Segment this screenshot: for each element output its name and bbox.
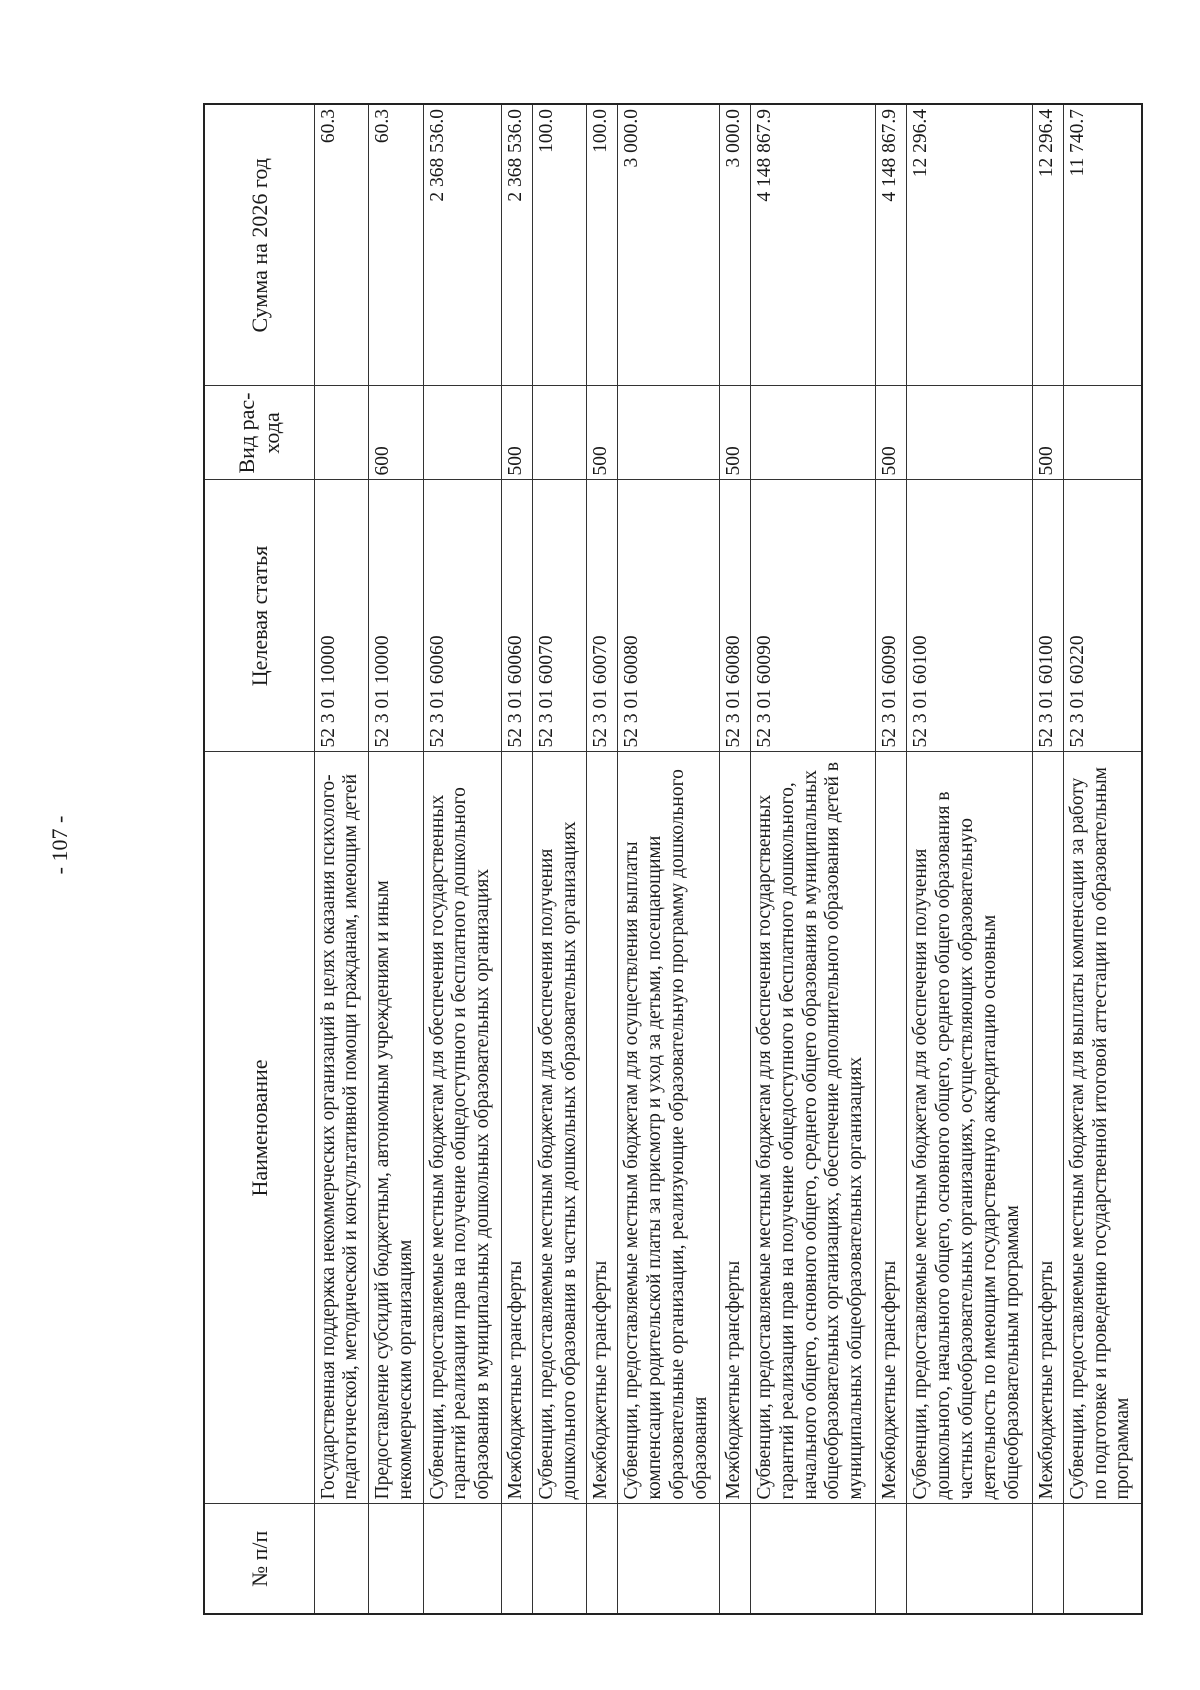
row-code: 52 3 01 60070 [587,480,618,752]
row-num [876,1504,907,1614]
row-num [532,1504,587,1614]
header-num: № п/п [204,1504,314,1614]
row-num [907,1504,1033,1614]
table-row [532,104,587,1614]
table-row [1063,104,1142,1614]
row-sum: 12 296.4 [907,104,1033,386]
budget-table [203,103,1143,1615]
row-code: 52 3 01 60060 [423,480,501,752]
row-type [1063,386,1142,480]
row-code: 52 3 01 60090 [750,480,876,752]
row-name: Субвенции, предоставляемые местным бюджетам для обеспечения государственных гарантий реализации прав на получение общедоступного и бесплатного дошкольного, начального общего, основного общего, среднего общего образования в муниципальных общеобразовательных организациях, обеспечение дополнительного образования детей в муниципальных общеобразовательных организациях [750,752,876,1504]
row-num [587,1504,618,1614]
table-row [750,104,876,1614]
row-type [423,386,501,480]
row-num [369,1504,424,1614]
row-code: 52 3 01 60100 [907,480,1033,752]
row-type: 500 [876,386,907,480]
row-code: 52 3 01 60070 [532,480,587,752]
row-name: Государственная поддержка некоммерческих организаций в целях оказания психолого-педагогической, методической и консультативной помощи гражданам, имеющим детей [314,752,369,1504]
row-num [1063,1504,1142,1614]
row-sum: 2 368 536.0 [423,104,501,386]
row-type [618,386,720,480]
row-num [423,1504,501,1614]
row-name: Межбюджетные трансферты [876,752,907,1504]
table-row [618,104,720,1614]
row-sum: 100.0 [532,104,587,386]
header-type: Вид рас- хода [204,386,314,480]
row-name: Межбюджетные трансферты [1032,752,1063,1504]
row-num [720,1504,751,1614]
table-row [876,104,907,1614]
row-num [1032,1504,1063,1614]
row-sum: 3 000.0 [720,104,751,386]
table-row [501,104,532,1614]
row-type [532,386,587,480]
row-sum: 4 148 867.9 [876,104,907,386]
row-sum: 11 740.7 [1063,104,1142,386]
row-code: 52 3 01 60100 [1032,480,1063,752]
table-row [423,104,501,1614]
row-name: Межбюджетные трансферты [501,752,532,1504]
row-sum: 3 000.0 [618,104,720,386]
row-code: 52 3 01 60080 [618,480,720,752]
row-sum: 60.3 [369,104,424,386]
row-code: 52 3 01 60080 [720,480,751,752]
row-type: 500 [1032,386,1063,480]
table-row [1032,104,1063,1614]
row-type: 600 [369,386,424,480]
table-row [907,104,1033,1614]
row-name: Субвенции, предоставляемые местным бюджетам для обеспечения получения дошкольного образования в частных дошкольных образовательных организациях [532,752,587,1504]
row-name: Предоставление субсидий бюджетным, автономным учреждениям и иным некоммерческим организациям [369,752,424,1504]
row-sum: 2 368 536.0 [501,104,532,386]
row-code: 52 3 01 60060 [501,480,532,752]
header-name: Наименование [204,752,314,1504]
row-code: 52 3 01 10000 [369,480,424,752]
page-number: - 107 - [47,815,72,875]
row-name: Межбюджетные трансферты [720,752,751,1504]
table-row [369,104,424,1614]
row-type: 500 [587,386,618,480]
row-name: Субвенции, предоставляемые местным бюджетам для осуществления выплаты компенсации родительской платы за присмотр и уход за детьми, посещающими образовательные организации, реализующие образовательную программу дошкольного образования [618,752,720,1504]
row-code: 52 3 01 60090 [876,480,907,752]
row-num [618,1504,720,1614]
row-num [314,1504,369,1614]
row-name: Субвенции, предоставляемые местным бюджетам для обеспечения получения дошкольного, начального общего, основного общего, среднего общего образования в частных общеобразовательных организациях, осуществляющих образовательную деятельность по имеющим государственную аккредитацию основным общеобразовательным программам [907,752,1033,1504]
row-type: 500 [501,386,532,480]
header-code: Целевая статья [204,480,314,752]
row-code: 52 3 01 10000 [314,480,369,752]
table-row [587,104,618,1614]
row-name: Субвенции, предоставляемые местным бюджетам для обеспечения государственных гарантий реализации прав на получение общедоступного и бесплатного дошкольного образования в муниципальных дошкольных образовательных организациях [423,752,501,1504]
row-num [501,1504,532,1614]
row-code: 52 3 01 60220 [1063,480,1142,752]
table-row [314,104,369,1614]
row-name: Субвенции, предоставляемые местным бюджетам для выплаты компенсации за работу по подготовке и проведению государственной итоговой аттестации по образовательным программам [1063,752,1142,1504]
table-header-row [204,104,314,1614]
row-type [907,386,1033,480]
row-type: 500 [720,386,751,480]
table-row [720,104,751,1614]
rotated-table-container [203,105,1143,1615]
row-sum: 4 148 867.9 [750,104,876,386]
row-name: Межбюджетные трансферты [587,752,618,1504]
row-type [314,386,369,480]
row-sum: 60.3 [314,104,369,386]
row-sum: 12 296.4 [1032,104,1063,386]
header-sum: Сумма на 2026 год [204,104,314,386]
row-num [750,1504,876,1614]
row-sum: 100.0 [587,104,618,386]
row-type [750,386,876,480]
